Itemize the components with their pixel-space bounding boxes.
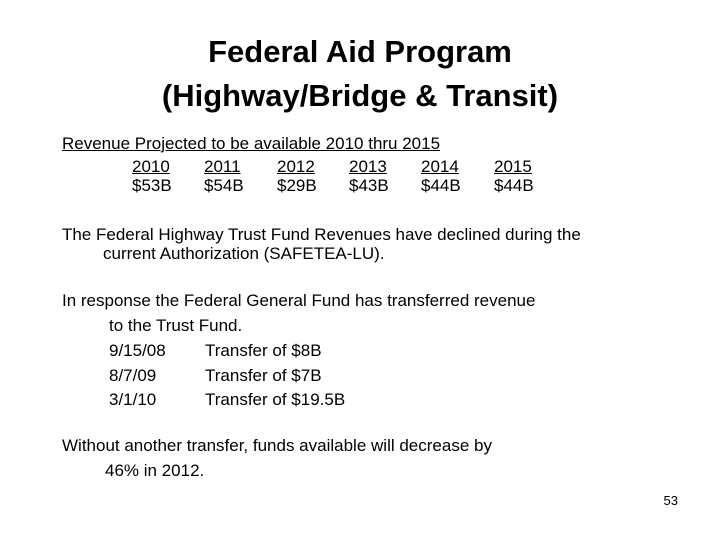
year-2013: 2013	[349, 157, 387, 176]
outlook-line-2: 46% in 2012.	[105, 461, 205, 480]
title-line-2: (Highway/Bridge & Transit)	[161, 78, 559, 113]
title-line-1: Federal Aid Program	[208, 34, 512, 69]
transfers-line-1: In response the Federal General Fund has transferred revenue	[62, 291, 536, 310]
decline-line-1: The Federal Highway Trust Fund Revenues have declined during the	[62, 225, 581, 244]
transfer-date-1: 9/15/08	[109, 341, 166, 360]
transfer-date-3: 3/1/10	[109, 390, 157, 409]
transfers-line-2: to the Trust Fund.	[109, 316, 243, 335]
transfer-desc-3: Transfer of $19.5B	[205, 390, 346, 409]
value-2014: $44B	[421, 176, 461, 195]
page-number: 53	[663, 493, 678, 508]
year-2014: 2014	[421, 157, 459, 176]
year-2011: 2011	[204, 157, 241, 176]
slide-title	[0, 30, 720, 118]
year-2010: 2010	[132, 157, 170, 176]
value-2013: $43B	[349, 176, 389, 195]
transfer-desc-2: Transfer of $7B	[205, 366, 322, 385]
value-2011: $54B	[204, 176, 244, 195]
value-2010: $53B	[132, 176, 172, 195]
year-2015: 2015	[494, 157, 532, 176]
value-2015: $44B	[494, 176, 534, 195]
transfer-desc-1: Transfer of $8B	[205, 341, 322, 360]
transfer-date-2: 8/7/09	[109, 366, 157, 385]
year-2012: 2012	[277, 157, 315, 176]
value-2012: $29B	[277, 176, 317, 195]
outlook-line-1: Without another transfer, funds available will decrease by	[62, 436, 492, 455]
revenue-heading: Revenue Projected to be available 2010 thru 2015	[62, 134, 441, 153]
decline-line-2: current Authorization (SAFETEA-LU).	[103, 244, 385, 263]
